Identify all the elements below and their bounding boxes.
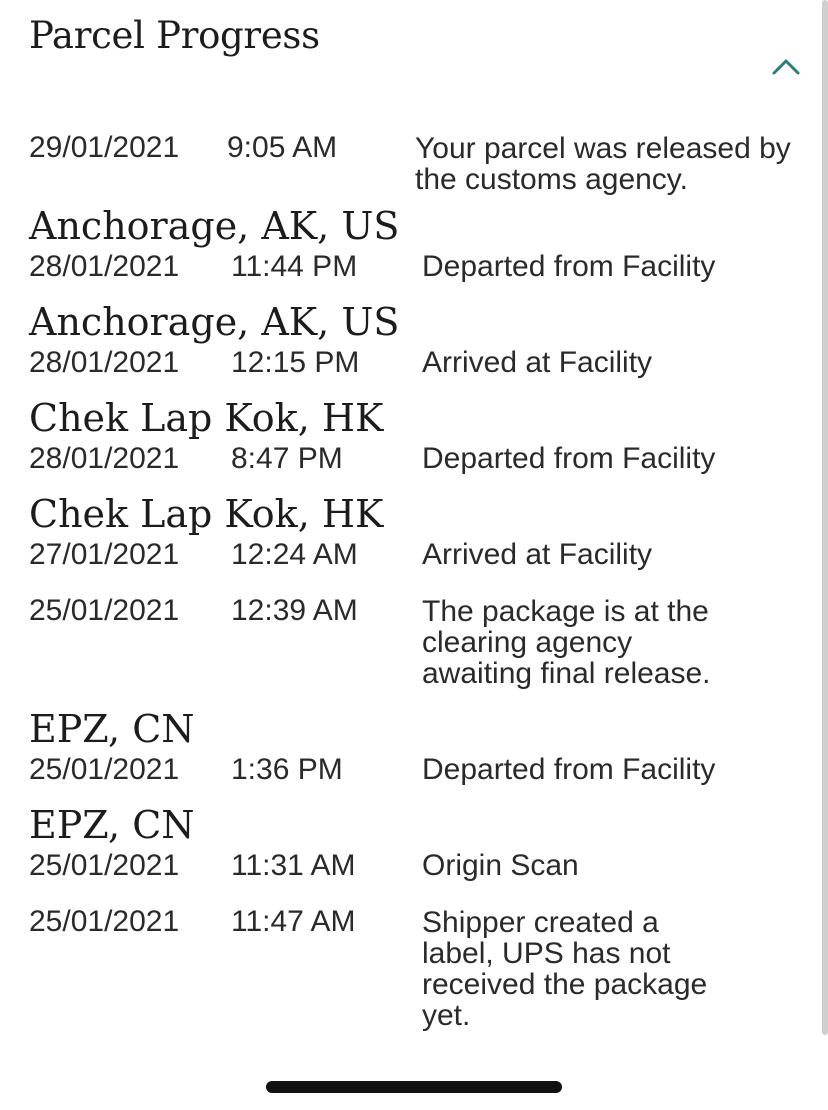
event-location: Anchorage, AK, US [29, 300, 400, 344]
event-date: 25/01/2021 [29, 849, 180, 882]
event-location: EPZ, CN [29, 707, 195, 751]
event-time: 1:36 PM [231, 753, 343, 786]
event-location: Anchorage, AK, US [29, 204, 400, 248]
event-description: Your parcel was released by the customs agency. [415, 132, 791, 196]
event-date: 25/01/2021 [29, 594, 180, 627]
event-date: 28/01/2021 [29, 346, 180, 379]
event-time: 12:24 AM [231, 538, 358, 571]
page-title: Parcel Progress [29, 14, 320, 57]
event-description: Arrived at Facility [422, 538, 653, 571]
event-date: 28/01/2021 [29, 250, 180, 283]
event-time: 11:44 PM [231, 250, 358, 283]
event-date: 28/01/2021 [29, 442, 180, 475]
event-location: Chek Lap Kok, HK [29, 492, 384, 536]
event-description: Departed from Facility [422, 753, 716, 786]
event-description: Departed from Facility [422, 442, 716, 475]
event-time: 11:31 AM [231, 849, 356, 882]
home-indicator[interactable] [266, 1081, 562, 1093]
event-time: 11:47 AM [231, 905, 356, 938]
event-description: The package is at the clearing agency awaiting final release. [422, 595, 711, 690]
event-location: Chek Lap Kok, HK [29, 396, 384, 440]
event-date: 25/01/2021 [29, 753, 180, 786]
event-description: Arrived at Facility [422, 346, 653, 379]
event-description: Origin Scan [422, 849, 579, 882]
event-time: 12:15 PM [231, 346, 360, 379]
event-time: 12:39 AM [231, 594, 358, 627]
event-date: 27/01/2021 [29, 538, 180, 571]
event-location: EPZ, CN [29, 803, 195, 847]
event-time: 8:47 PM [231, 442, 343, 475]
event-description: Shipper created a label, UPS has not received the package yet. [422, 906, 708, 1032]
event-time: 9:05 AM [227, 131, 338, 164]
event-description: Departed from Facility [422, 250, 716, 283]
event-date: 29/01/2021 [29, 131, 180, 164]
scrollbar[interactable] [822, 0, 828, 1035]
event-date: 25/01/2021 [29, 905, 180, 938]
